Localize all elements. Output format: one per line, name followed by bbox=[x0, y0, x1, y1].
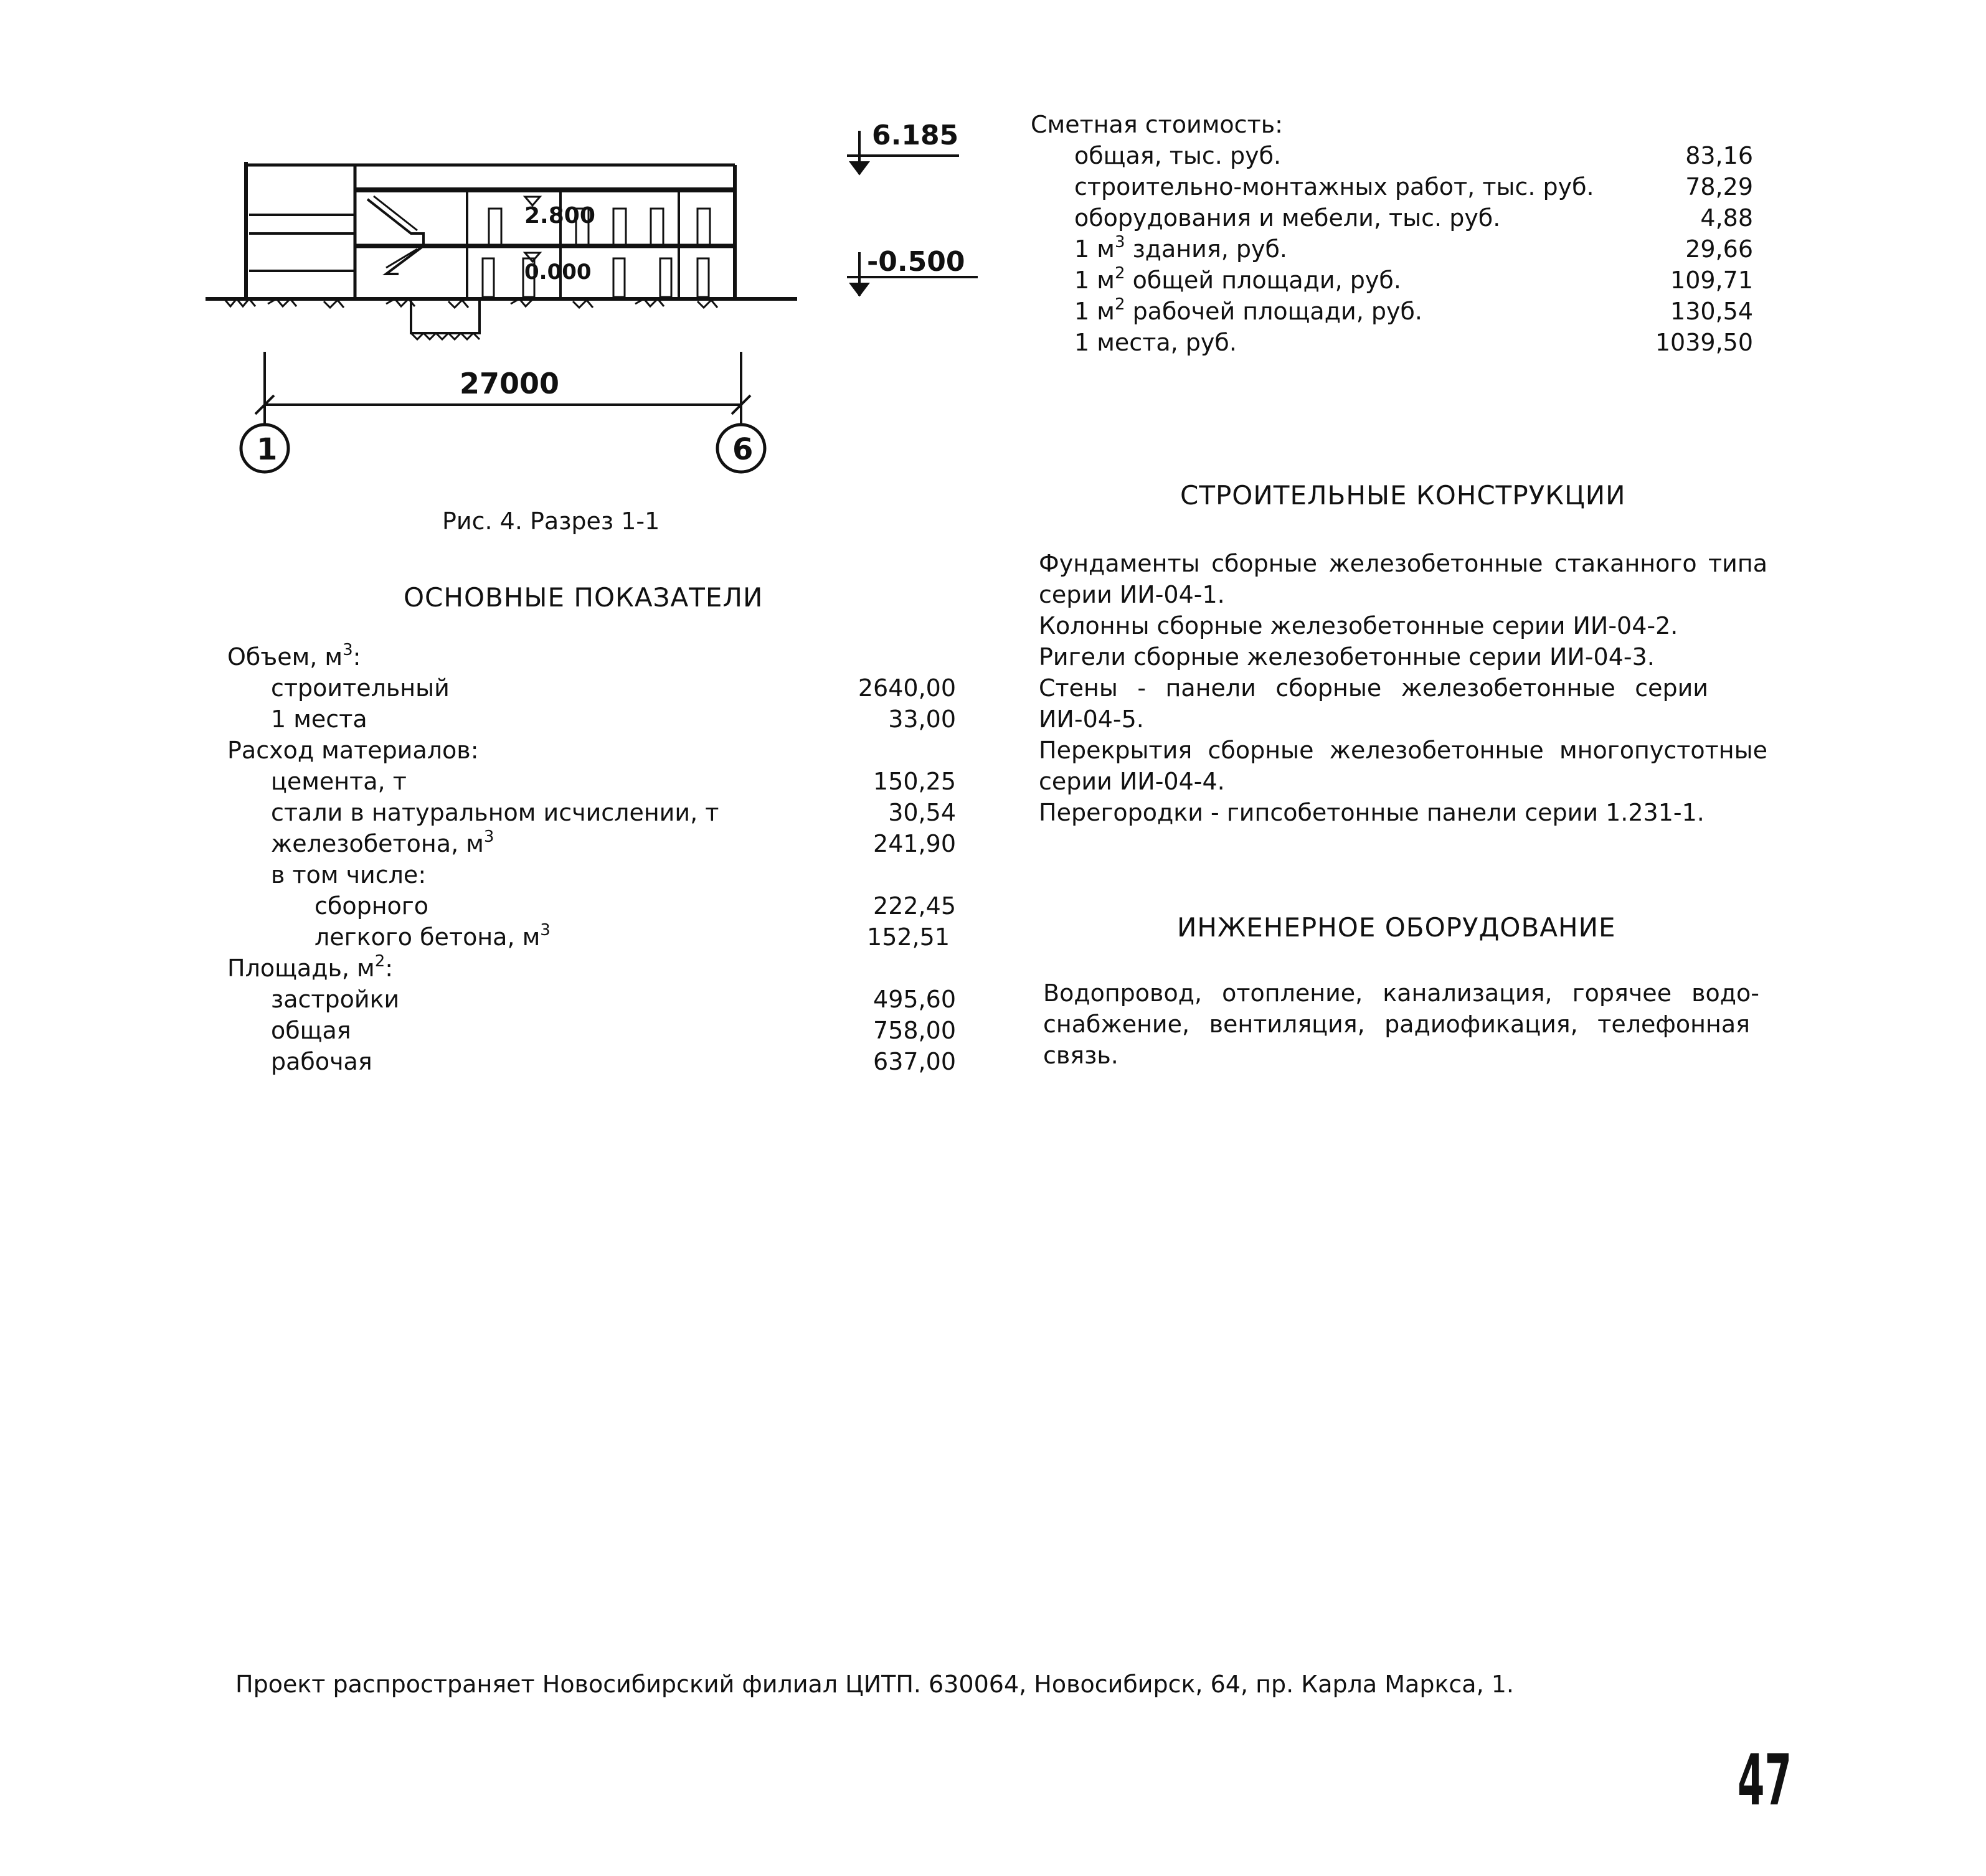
door-upper-4 bbox=[651, 209, 663, 245]
structures-line: ИИ-04-5. bbox=[1039, 705, 1144, 733]
door-lower-3 bbox=[613, 258, 625, 297]
estimate-m2-work-row: 1 $м^2$ рабочей площади, руб. 130,54 bbox=[1074, 295, 1753, 325]
engineering-line: снабжение, вентиляция, радиофикация, телефонная bbox=[1043, 1011, 1750, 1038]
total-area-row: общая 758,00 bbox=[271, 1017, 956, 1044]
building-volume-row: строительный 2640,00 bbox=[271, 674, 956, 702]
door-upper-3 bbox=[613, 209, 626, 245]
engineering-text bbox=[1043, 978, 1759, 1071]
basement-pit bbox=[411, 299, 480, 333]
estimate-m2-total-row: 1 $м^2$ общей площади, руб. 109,71 bbox=[1074, 264, 1753, 294]
structures-line: Фундаменты сборные железобетонные стаканного типа bbox=[1039, 550, 1767, 577]
including-row: в том числе: bbox=[271, 861, 427, 889]
footprint-row: застройки 495,60 bbox=[271, 986, 956, 1013]
section-drawing bbox=[199, 106, 984, 479]
cement-row: цемента, т 150,25 bbox=[271, 768, 956, 795]
figure-caption: Рис. 4. Разрез 1-1 bbox=[442, 507, 660, 535]
estimate-equipment-row: оборудования и мебели, тыс. руб. 4,88 bbox=[1074, 204, 1753, 232]
working-area-row: рабочая 637,00 bbox=[271, 1048, 956, 1075]
per-place-volume-row: 1 места 33,00 bbox=[271, 705, 956, 733]
level-2800: 2.800 bbox=[524, 203, 595, 229]
structures-line: Ригели сборные железобетонные серии ИИ-04-3. bbox=[1039, 643, 1655, 671]
precast-row: сборного 222,45 bbox=[314, 892, 956, 920]
main-indicators-heading: ОСНОВНЫЕ ПОКАЗАТЕЛИ bbox=[404, 582, 764, 613]
engineering-line: Водопровод, отопление, канализация, горячее водо- bbox=[1043, 979, 1759, 1007]
structures-line: серии ИИ-04-1. bbox=[1039, 581, 1225, 608]
estimate-total-row: общая, тыс. руб. 83,16 bbox=[1074, 142, 1753, 169]
estimate-place-row: 1 места, руб. 1039,50 bbox=[1074, 329, 1753, 356]
level-minus-500: -0.500 bbox=[867, 246, 965, 278]
dimension-27000: 27000 bbox=[460, 367, 560, 400]
structures-text bbox=[1039, 548, 1767, 828]
structures-heading: СТРОИТЕЛЬНЫЕ КОНСТРУКЦИИ bbox=[1180, 480, 1626, 511]
door-lower-5 bbox=[697, 258, 709, 297]
door-upper-5 bbox=[697, 209, 710, 245]
materials-row: Расход материалов: bbox=[227, 737, 479, 764]
area-row: Площадь, $м^2$: bbox=[227, 952, 394, 982]
steel-row: стали в натуральном исчислении, т 30,54 bbox=[271, 799, 956, 826]
level-arrow-top bbox=[850, 162, 869, 174]
structures-line: Стены - панели сборные железобетонные серии bbox=[1039, 674, 1708, 702]
structures-line: Колонны сборные железобетонные серии ИИ-04-2. bbox=[1039, 612, 1678, 639]
axis-1: 1 bbox=[257, 432, 278, 467]
structures-line: Перегородки - гипсобетонные панели серии 1.231-1. bbox=[1039, 799, 1705, 826]
page-number: 47 bbox=[1738, 1740, 1792, 1821]
footer-note: Проект распространяет Новосибирский филиал ЦИТП. 630064, Новосибирск, 64, пр. Карла Маркса, 1. bbox=[235, 1671, 1515, 1698]
door-lower-1 bbox=[483, 258, 494, 297]
structures-line: серии ИИ-04-4. bbox=[1039, 768, 1225, 795]
engineering-heading: ИНЖЕНЕРНОЕ ОБОРУДОВАНИЕ bbox=[1177, 912, 1616, 943]
level-6185: 6.185 bbox=[872, 120, 959, 151]
concrete-row: железобетона, $м^3$ 241,90 bbox=[271, 827, 956, 857]
door-upper-1 bbox=[489, 209, 501, 245]
light-concrete-row: легкого бетона, $м^3$ 152,51 bbox=[314, 921, 950, 951]
engineering-line: связь. bbox=[1043, 1042, 1118, 1069]
structures-line: Перекрытия сборные железобетонные многопустотные bbox=[1039, 737, 1767, 764]
estimate-construction-row: строительно-монтажных работ, тыс. руб. 78,29 bbox=[1074, 173, 1753, 200]
door-lower-4 bbox=[660, 258, 671, 297]
volume-row: Объем, $м^3$: bbox=[227, 641, 361, 671]
axis-6: 6 bbox=[732, 432, 754, 467]
level-0000: 0.000 bbox=[524, 260, 592, 285]
estimate-heading: Сметная стоимость: bbox=[1031, 111, 1283, 138]
estimate-m3-row: 1 $м^3$ здания, руб. 29,66 bbox=[1074, 233, 1753, 263]
level-arrow-bottom bbox=[850, 283, 869, 296]
